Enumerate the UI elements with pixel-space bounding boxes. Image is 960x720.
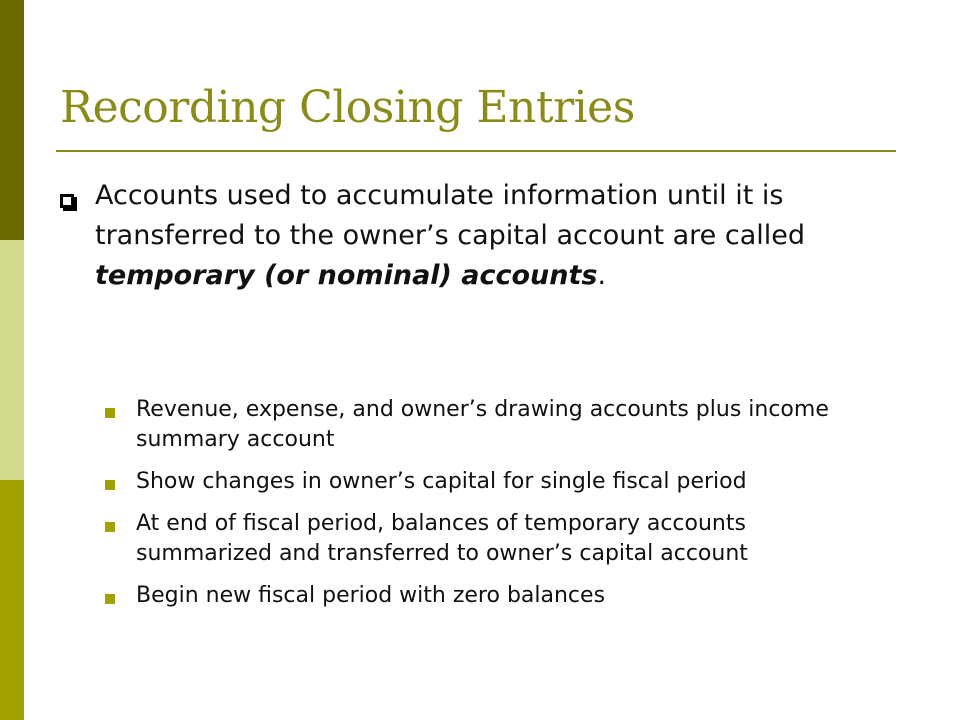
- main-point-emphasis: temporary (or nominal) accounts: [95, 260, 598, 291]
- decorative-bar-bottom: [0, 480, 24, 720]
- list-item-text: Show changes in owner’s capital for single fiscal period: [136, 469, 747, 494]
- list-item: [105, 509, 885, 569]
- list-item: [105, 395, 885, 455]
- square-bullet-icon: [105, 594, 115, 604]
- list-item: [105, 467, 885, 497]
- main-point-text-start: Accounts used to accumulate information until it is transferred to the owner’s capital account are called: [95, 180, 806, 251]
- decorative-bar-middle: [0, 240, 24, 480]
- list-item-text: At end of fiscal period, balances of temporary accounts summarized and transferred to owner’s capital account: [136, 511, 748, 566]
- main-bullet-point: [60, 176, 900, 296]
- square-bullet-icon: [105, 522, 115, 532]
- main-point-text: [95, 176, 900, 296]
- list-item-text: Revenue, expense, and owner’s drawing accounts plus income summary account: [136, 397, 829, 452]
- main-point-text-end: .: [597, 260, 607, 291]
- slide-title: Recording Closing Entries: [60, 82, 635, 133]
- list-item: [105, 581, 885, 611]
- square-bullet-icon: [105, 408, 115, 418]
- list-item-text: Begin new fiscal period with zero balances: [136, 583, 606, 608]
- title-underline: [56, 150, 896, 152]
- decorative-bar-top: [0, 0, 24, 240]
- sub-bullet-list: [105, 395, 885, 623]
- square-bullet-icon: [105, 480, 115, 490]
- square-bullet-icon: [60, 194, 74, 208]
